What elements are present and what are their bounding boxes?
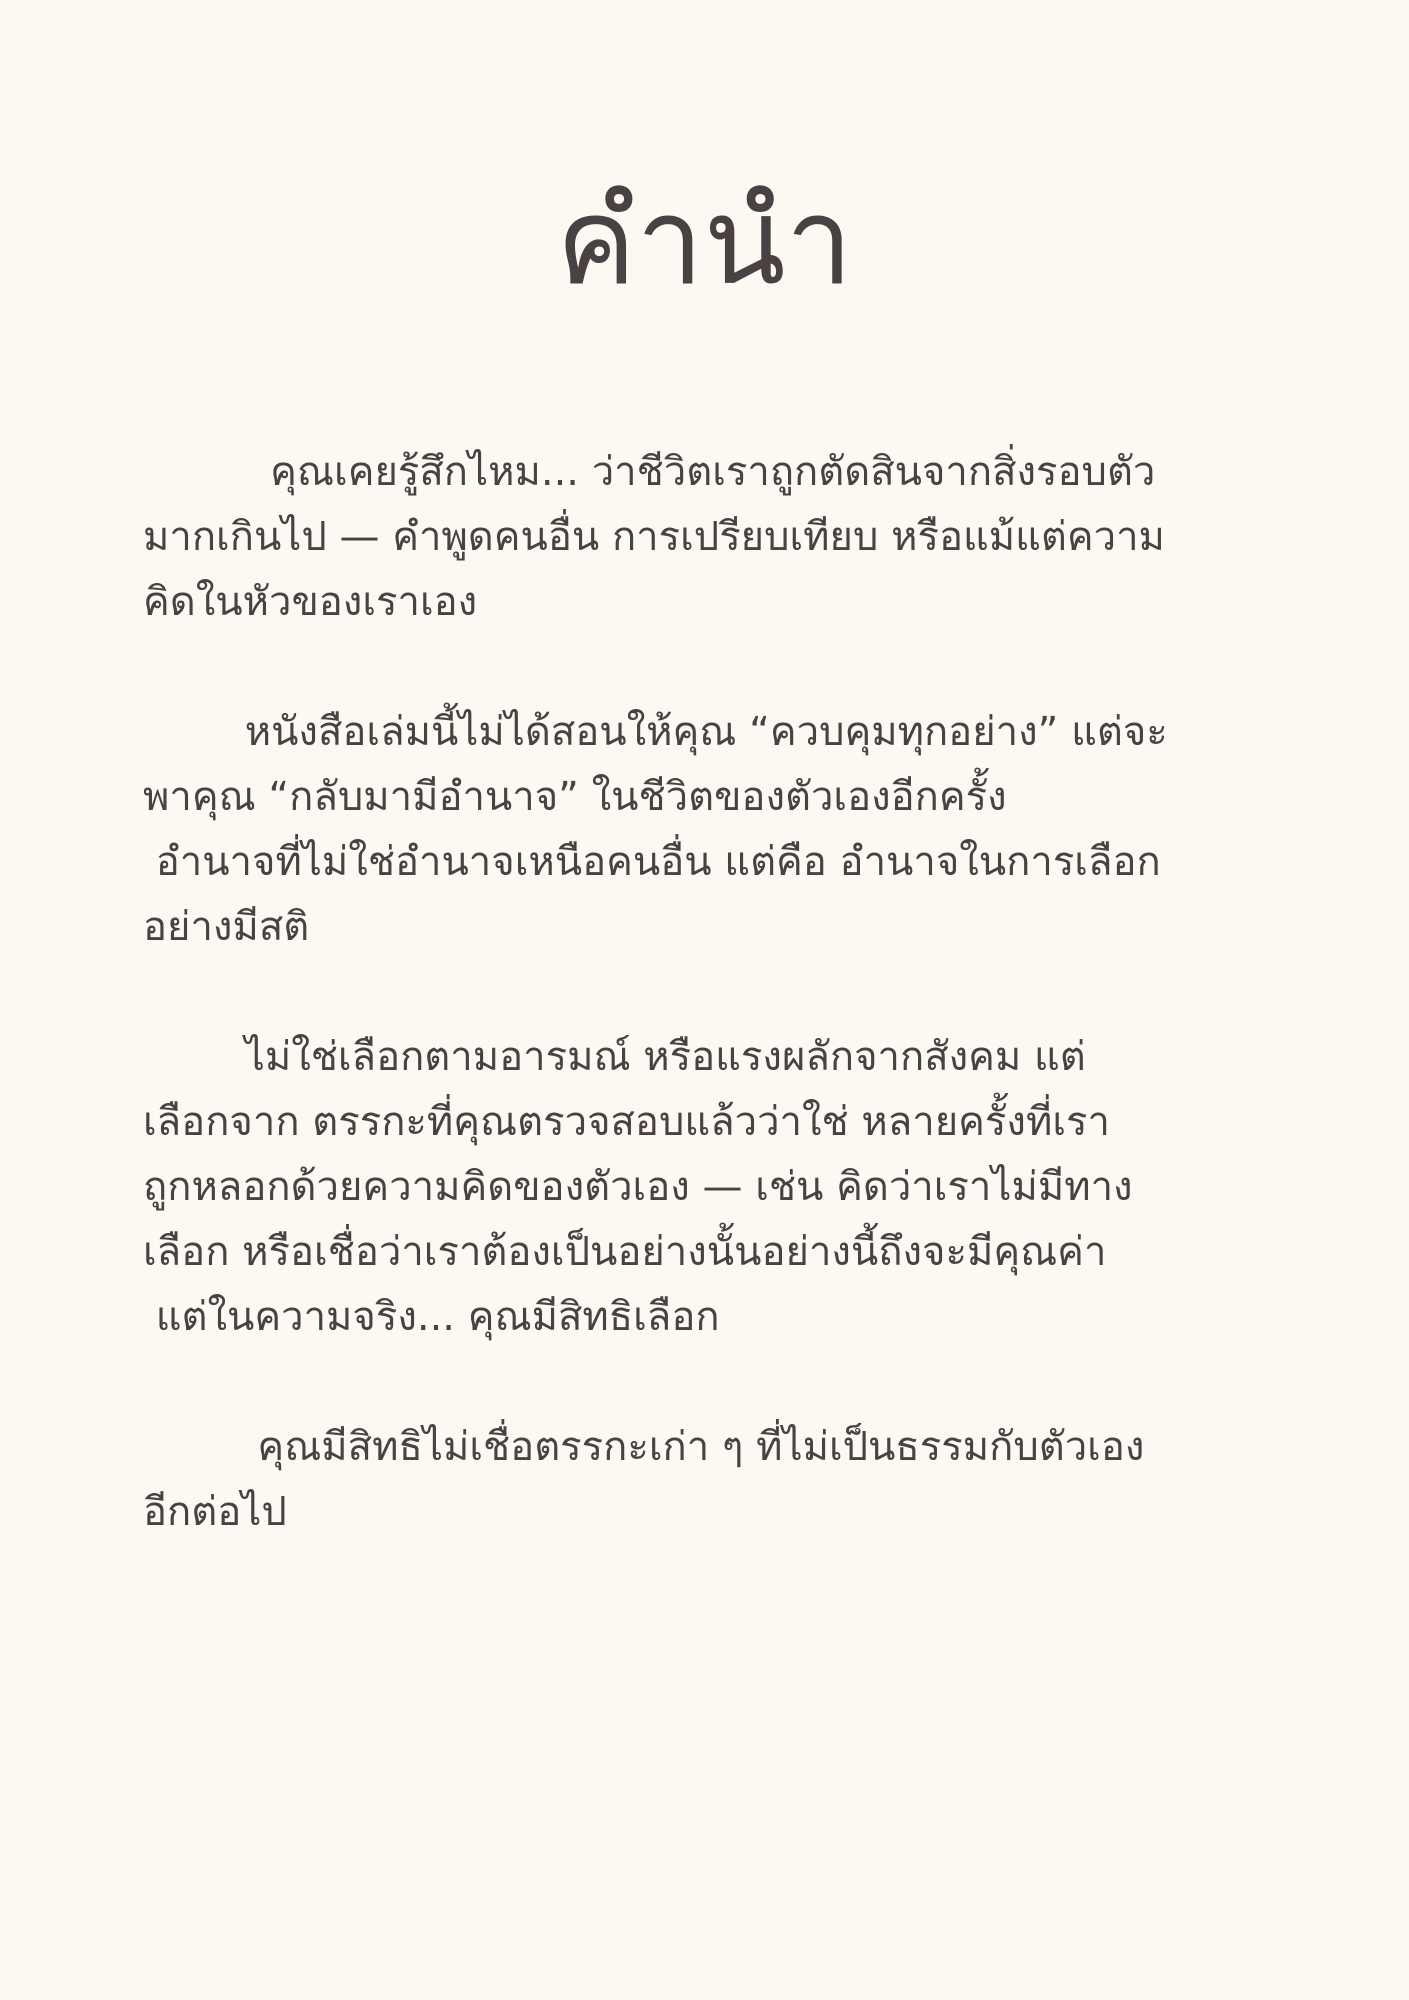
paragraph-line: พาคุณ “กลับมามีอำนาจ” ในชีวิตของตัวเองอีกครั้ง xyxy=(143,774,1007,820)
paragraph-line: มากเกินไป — คำพูดคนอื่น การเปรียบเทียบ หรือแม้แต่ความ xyxy=(143,514,1165,560)
paragraph-line: หนังสือเล่มนี้ไม่ได้สอนให้คุณ “ควบคุมทุกอย่าง” แต่จะ xyxy=(143,709,1168,755)
paragraph-line: คุณเคยรู้สึกไหม... ว่าชีวิตเราถูกตัดสินจากสิ่งรอบตัว xyxy=(143,449,1156,495)
paragraph-line: อีกต่อไป xyxy=(143,1489,287,1535)
paragraph-2 xyxy=(143,700,1263,960)
paragraph-1 xyxy=(143,440,1263,635)
paragraph-line: เลือกจาก ตรรกะที่คุณตรวจสอบแล้วว่าใช่ หลายครั้งที่เรา xyxy=(143,1099,1110,1145)
paragraph-line: อย่างมีสติ xyxy=(143,904,310,950)
paragraph-3 xyxy=(143,1025,1263,1350)
page-title: คำนำ xyxy=(555,173,854,312)
paragraph-line: คิดในหัวของเราเอง xyxy=(143,579,478,625)
paragraph-line: อำนาจที่ไม่ใช่อำนาจเหนือคนอื่น แต่คือ อำนาจในการเลือก xyxy=(143,839,1161,885)
paragraph-line: ถูกหลอกด้วยความคิดของตัวเอง — เช่น คิดว่าเราไม่มีทาง xyxy=(143,1164,1133,1210)
paragraph-line: แต่ในความจริง... คุณมีสิทธิเลือก xyxy=(143,1294,720,1340)
paragraph-4 xyxy=(143,1415,1263,1545)
paragraph-line: ไม่ใช่เลือกตามอารมณ์ หรือแรงผลักจากสังคม แต่ xyxy=(143,1034,1086,1080)
paragraph-line: คุณมีสิทธิไม่เชื่อตรรกะเก่า ๆ ที่ไม่เป็นธรรมกับตัวเอง xyxy=(143,1424,1145,1470)
body-text xyxy=(143,440,1263,1610)
paragraph-line: เลือก หรือเชื่อว่าเราต้องเป็นอย่างนั้นอย่างนี้ถึงจะมีคุณค่า xyxy=(143,1229,1107,1275)
